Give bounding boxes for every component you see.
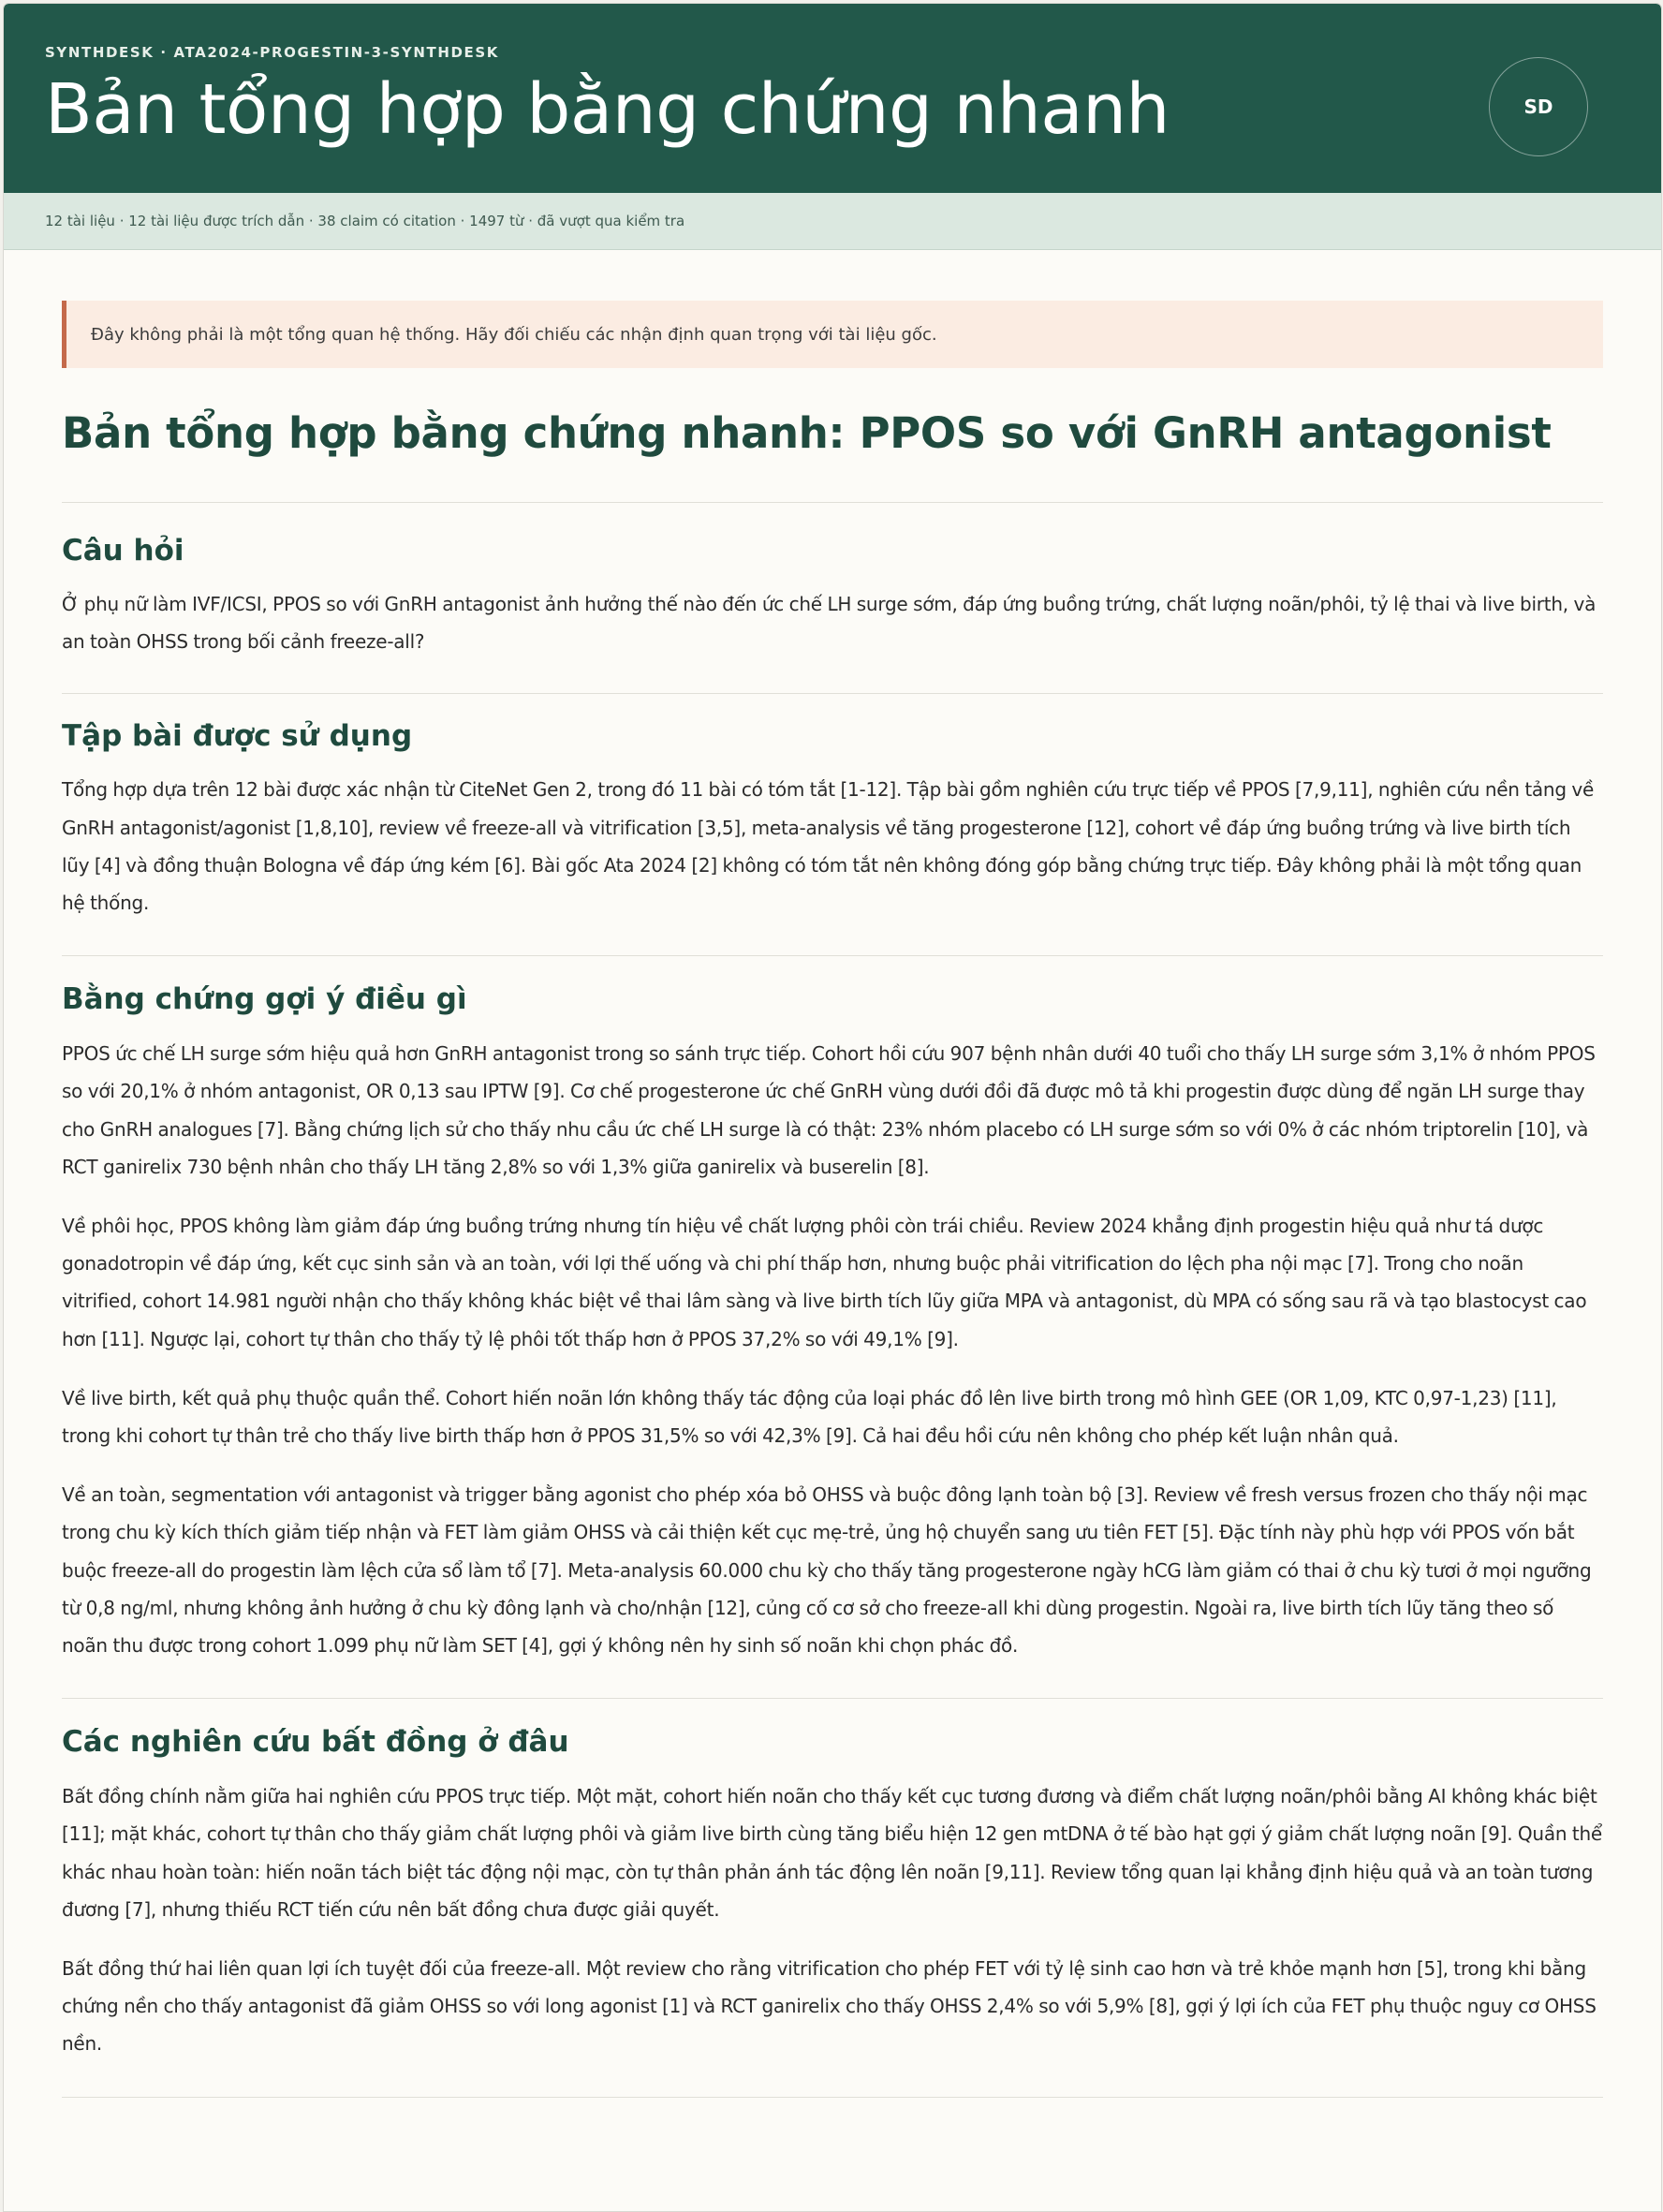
section-heading: Câu hỏi (62, 534, 184, 568)
section-paragraph: Bất đồng thứ hai liên quan lợi ích tuyệt đối của freeze-all. Một review cho rằng vitrification cho phép FET với tỷ lệ sinh cao hơn và trẻ khỏe mạnh hơn [5], trong khi bằng chứng nền cho thấy antagonist đã giảm OHSS so với long agonist [1] và RCT ganirelix cho thấy OHSS 2,4% so với 5,9% [8], gợi ý lợi ích của FET phụ thuộc nguy cơ OHSS nền. (62, 1957, 1597, 2056)
section-paragraph: PPOS ức chế LH surge sớm hiệu quả hơn GnRH antagonist trong so sánh trực tiếp. Cohort hồi cứu 907 bệnh nhân dưới 40 tuổi cho thấy LH surge sớm 3,1% ở nhóm PPOS so với 20,1% ở nhóm antagonist, OR 0,13 sau IPTW [9]. Cơ chế progesterone ức chế GnRH vùng dưới đồi đã được mô tả khi progestin được dùng để ngăn LH surge thay cho GnRH analogues [7]. Bằng chứng lịch sử cho thấy nhu cầu ức chế LH surge là có thật: 23% nhóm placebo có LH surge sớm so với 0% ở các nhóm triptorelin [10], và RCT ganirelix 730 bệnh nhân cho thấy LH tăng 2,8% so với 1,3% giữa ganirelix và buserelin [8]. (62, 1042, 1596, 1178)
stats-bar: 12 tài liệu · 12 tài liệu được trích dẫn · 38 claim có citation · 1497 từ · đã vượt qua kiểm tra (4, 193, 1661, 250)
section-paragraph: Về an toàn, segmentation với antagonist và trigger bằng agonist cho phép xóa bỏ OHSS và buộc đông lạnh toàn bộ [3]. Review về fresh versus frozen cho thấy nội mạc trong chu kỳ kích thích giảm tiếp nhận và FET làm giảm OHSS và cải thiện kết cục mẹ-trẻ, ủng hộ chuyển sang ưu tiên FET [5]. Đặc tính này phù hợp với PPOS vốn bắt buộc freeze-all do progestin làm lệch cửa sổ làm tổ [7]. Meta-analysis 60.000 chu kỳ cho thấy tăng progesterone ngày hCG làm giảm có thai ở chu kỳ tươi ở mọi ngưỡng từ 0,8 ng/ml, nhưng không ảnh hưởng ở chu kỳ đông lạnh và cho/nhận [12], củng cố cơ sở cho freeze-all khi dùng progestin. Ngoài ra, live birth tích lũy tăng theo số noãn thu được trong cohort 1.099 phụ nữ làm SET [4], gợi ý không nên hy sinh số noãn khi chọn phác đồ. (62, 1483, 1592, 1658)
section-evidence (62, 981, 1603, 1664)
section-divider (62, 502, 1603, 503)
section-divider (62, 2097, 1603, 2098)
section-paragraph: Ở phụ nữ làm IVF/ICSI, PPOS so với GnRH antagonist ảnh hưởng thế nào đến ức chế LH surge sớm, đáp ứng buồng trứng, chất lượng noãn/phôi, tỷ lệ thai và live birth, và an toàn OHSS trong bối cảnh freeze-all? (62, 593, 1597, 654)
section-divider (62, 955, 1603, 956)
section-disagreement (62, 1723, 1603, 2062)
section-heading: Tập bài được sử dụng (62, 719, 413, 754)
header-banner (4, 4, 1661, 193)
avatar[interactable]: SD (1489, 57, 1588, 156)
section-question (62, 532, 1603, 660)
section-paragraph: Bất đồng chính nằm giữa hai nghiên cứu PPOS trực tiếp. Một mặt, cohort hiến noãn cho thấy kết cục tương đương và điểm chất lượng noãn/phôi bằng AI không khác biệt [11]; mặt khác, cohort tự thân cho thấy giảm chất lượng phôi và giảm live birth cùng tăng biểu hiện 12 gen mtDNA ở tế bào hạt gợi ý giảm chất lượng noãn [9]. Quần thể khác nhau hoàn toàn: hiến noãn tách biệt tác động nội mạc, còn tự thân phản ánh tác động lên noãn [9,11]. Review tổng quan lại khẳng định hiệu quả và an toàn tương đương [7], nhưng thiếu RCT tiến cứu nên bất đồng chưa được giải quyết. (62, 1785, 1602, 1921)
section-paragraph: Về phôi học, PPOS không làm giảm đáp ứng buồng trứng nhưng tín hiệu về chất lượng phôi còn trái chiều. Review 2024 khẳng định progestin hiệu quả như tá dược gonadotropin về đáp ứng, kết cục sinh sản và an toàn, với lợi thế uống và chi phí thấp hơn, nhưng buộc phải vitrification do lệch pha nội mạc [7]. Trong cho noãn vitrified, cohort 14.981 người nhận cho thấy không khác biệt về thai lâm sàng và live birth tích lũy giữa MPA và antagonist, dù MPA có sống sau rã và tạo blastocyst cao hơn [11]. Ngược lại, cohort tự thân cho thấy tỷ lệ phôi tốt thấp hơn ở PPOS 37,2% so với 49,1% [9]. (62, 1215, 1587, 1350)
main-content (4, 301, 1661, 2098)
section-heading: Bằng chứng gợi ý điều gì (62, 982, 467, 1017)
disclaimer-callout: Đây không phải là một tổng quan hệ thống. Hãy đối chiếu các nhận định quan trọng với tài liệu gốc. (62, 301, 1603, 368)
section-divider (62, 1698, 1603, 1699)
section-paragraph: Về live birth, kết quả phụ thuộc quần thể. Cohort hiến noãn lớn không thấy tác động của loại phác đồ lên live birth trong mô hình GEE (OR 1,09, KTC 0,97-1,23) [11], trong khi cohort tự thân trẻ cho thấy live birth thấp hơn ở PPOS 31,5% so với 42,3% [9]. Cả hai đều hồi cứu nên không cho phép kết luận nhân quả. (62, 1386, 1557, 1448)
brief-page (3, 3, 1662, 2212)
document-title: Bản tổng hợp bằng chứng nhanh: PPOS so với GnRH antagonist (62, 408, 1552, 458)
section-heading: Các nghiên cứu bất đồng ở đâu (62, 1725, 569, 1760)
section-corpus (62, 717, 1603, 922)
page-title: Bản tổng hợp bằng chứng nhanh (45, 69, 1170, 150)
section-divider (62, 693, 1603, 694)
section-paragraph: Tổng hợp dựa trên 12 bài được xác nhận từ CiteNet Gen 2, trong đó 11 bài có tóm tắt [1-12]. Tập bài gồm nghiên cứu trực tiếp về PPOS [7,9,11], nghiên cứu nền tảng về GnRH antagonist/agonist [1,8,10], review về freeze-all và vitrification [3,5], meta-analysis về tăng progesterone [12], cohort về đáp ứng buồng trứng và live birth tích lũy [4] và đồng thuận Bologna về đáp ứng kém [6]. Bài gốc Ata 2024 [2] không có tóm tắt nên không đóng góp bằng chứng trực tiếp. Đây không phải là một tổng quan hệ thống. (62, 778, 1595, 915)
breadcrumb-eyebrow: SYNTHDESK · ATA2024-PROGESTIN-3-SYNTHDESK (45, 44, 500, 61)
